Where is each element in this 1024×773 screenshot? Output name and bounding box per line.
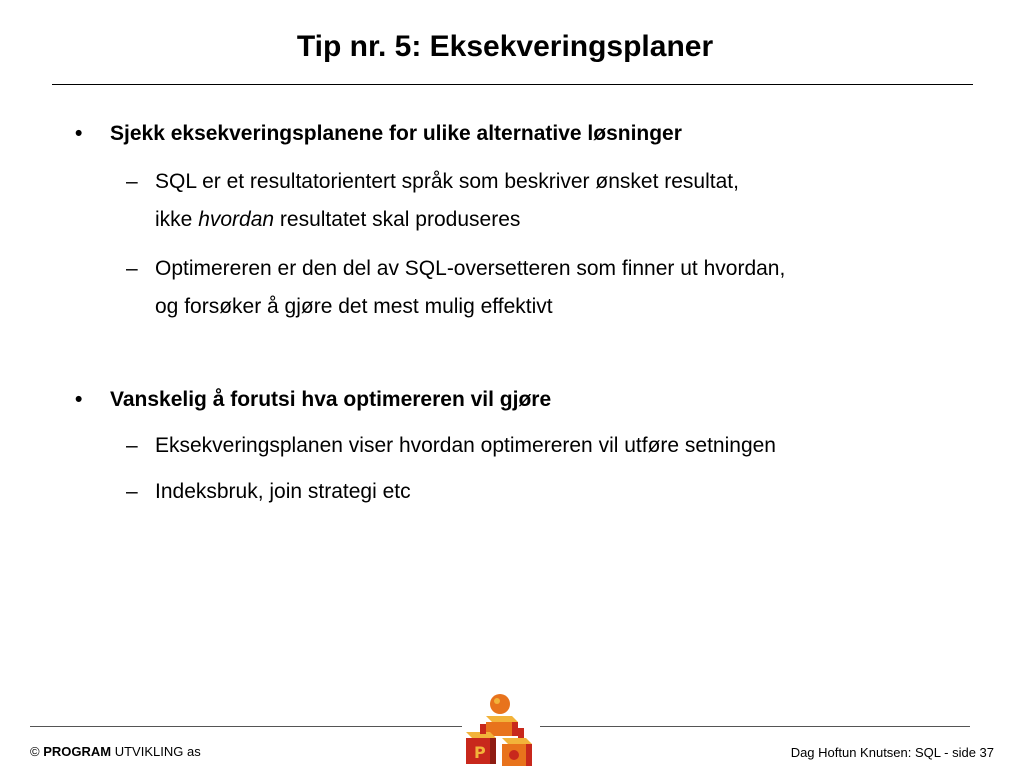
sub-bullet-line: og forsøker å gjøre det mest mulig effektivt [155,295,553,318]
footer-page-info: Dag Hoftun Knutsen: SQL - side 37 [790,745,994,760]
sub-bullet-marker: – [126,434,138,457]
footer-divider-right [540,726,970,727]
title-divider [52,84,973,85]
slide-title: Tip nr. 5: Eksekveringsplaner [296,30,714,63]
sub-bullet-text: Eksekveringsplanen viser hvordan optimereren vil utføre setningen [155,434,776,457]
sub-bullet-line: SQL er et resultatorientert språk som beskriver ønsket resultat, [155,170,739,193]
bullet-text: Sjekk eksekveringsplanene for ulike alternative løsninger [110,122,682,145]
footer-copyright [30,744,201,759]
sub-bullet-text [155,163,739,239]
sub-bullet-text: Indeksbruk, join strategi etc [155,480,411,503]
sub-bullet-emphasis: hvordan [198,208,275,231]
copyright-symbol: © [30,744,40,759]
sub-bullet-marker: – [126,170,138,193]
sub-bullet-marker: – [126,480,138,503]
program-utvikling-logo-icon [462,690,542,768]
bullet-marker: • [75,388,83,411]
sub-bullet-marker: – [126,257,138,280]
svg-text:Ρ: Ρ [474,743,486,762]
company-name-rest: UTVIKLING as [111,744,201,759]
sub-bullet-line-suffix: resultatet skal produseres [274,208,521,231]
bullet-marker: • [75,122,83,145]
company-name-bold: PROGRAM [43,744,112,759]
footer-divider-left [30,726,462,727]
sub-bullet-text [155,250,785,326]
bullet-text: Vanskelig å forutsi hva optimereren vil gjøre [110,388,552,411]
sub-bullet-line: Optimereren er den del av SQL-oversetteren som finner ut hvordan, [155,257,786,280]
sub-bullet-line-prefix: ikke [155,208,199,231]
